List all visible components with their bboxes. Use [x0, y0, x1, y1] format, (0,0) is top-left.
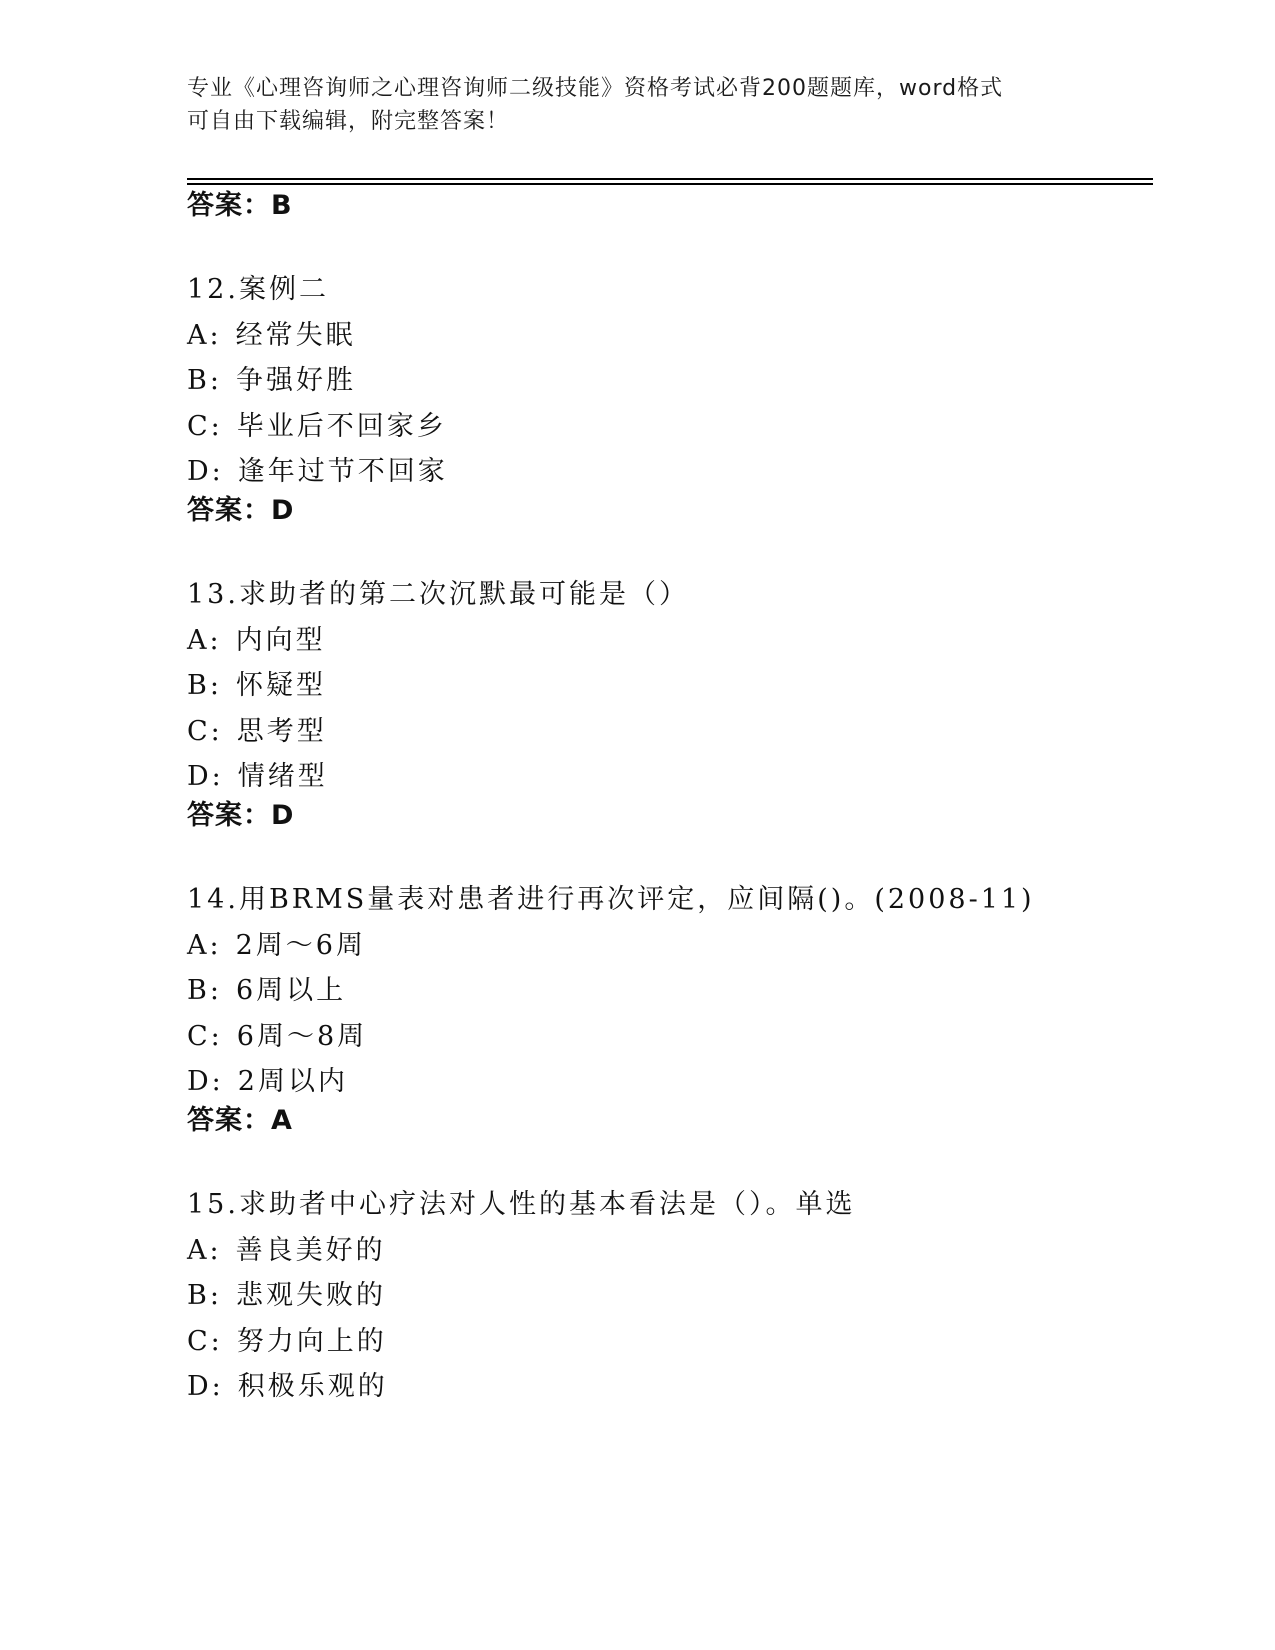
option-letter: B: [187, 975, 210, 1006]
option-letter: D: [187, 1371, 212, 1402]
question-item: [187, 1182, 1137, 1410]
option-c: [187, 709, 1137, 755]
answer-line: [187, 488, 294, 527]
option-text: 6周以上: [235, 975, 347, 1006]
option-letter: A: [187, 929, 210, 961]
option-text: 争强好胜: [235, 365, 356, 396]
option-text: 思考型: [236, 715, 327, 747]
option-d: [187, 1364, 1137, 1410]
option-text: 2周～6周: [235, 929, 366, 961]
option-separator: :: [210, 1325, 223, 1357]
option-letter: B: [187, 365, 210, 396]
option-letter: A: [187, 624, 210, 656]
header-line-2: 可自由下载编辑，附完整答案！: [187, 109, 510, 134]
option-d: [187, 754, 1137, 800]
option-separator: :: [209, 624, 222, 656]
option-separator: :: [211, 761, 224, 792]
option-a: [187, 1228, 1137, 1274]
question-number: 12.: [187, 274, 239, 305]
question-stem: [187, 572, 1137, 618]
option-c: [187, 1014, 1137, 1060]
question-item: [187, 572, 1137, 800]
answer-value: B: [271, 190, 293, 221]
header-divider-top: [187, 178, 1153, 180]
question-stem: [187, 267, 1137, 313]
document-header: [187, 72, 1087, 138]
option-d: [187, 449, 1137, 495]
answer-label: 答案：: [187, 495, 271, 526]
option-separator: :: [210, 410, 223, 442]
answer-line: [187, 183, 293, 222]
option-letter: C: [187, 715, 211, 747]
option-b: [187, 1273, 1137, 1319]
answer-value: D: [271, 495, 295, 526]
answer-value: D: [271, 800, 295, 831]
option-letter: D: [187, 761, 212, 792]
option-letter: B: [187, 1280, 210, 1311]
option-letter: A: [187, 1234, 210, 1266]
question-stem: [187, 877, 1137, 923]
option-letter: A: [187, 319, 210, 351]
header-line-1: 专业《心理咨询师之心理咨询师二级技能》资格考试必背200题题库，word格式: [187, 76, 1004, 101]
option-separator: :: [209, 670, 222, 701]
question-text: 用BRMS量表对患者进行再次评定，应间隔()。(2008-11): [238, 884, 1035, 915]
option-a: [187, 618, 1137, 664]
option-text: 毕业后不回家乡: [236, 410, 447, 442]
option-letter: D: [187, 1066, 212, 1097]
question-item: [187, 267, 1137, 495]
option-text: 逢年过节不回家: [237, 456, 448, 487]
option-text: 2周以内: [237, 1066, 348, 1097]
option-letter: D: [187, 456, 212, 487]
option-b: [187, 663, 1137, 709]
option-separator: :: [209, 365, 222, 396]
option-separator: :: [211, 1371, 224, 1402]
answer-line: [187, 793, 294, 832]
option-text: 怀疑型: [235, 670, 326, 701]
option-separator: :: [210, 715, 223, 747]
question-text: 求助者中心疗法对人性的基本看法是（）。单选: [238, 1189, 856, 1220]
option-text: 情绪型: [237, 761, 328, 792]
option-separator: :: [209, 929, 222, 961]
answer-line: [187, 1098, 293, 1137]
option-a: [187, 313, 1137, 359]
option-separator: :: [210, 1020, 223, 1052]
option-d: [187, 1059, 1137, 1105]
option-separator: :: [209, 975, 222, 1006]
option-letter: C: [187, 1325, 211, 1357]
question-number: 13.: [187, 579, 239, 610]
question-number: 14.: [187, 884, 239, 915]
question-number: 15.: [187, 1189, 239, 1220]
option-separator: :: [211, 1066, 224, 1097]
question-stem: [187, 1182, 1137, 1228]
question-item: [187, 877, 1137, 1105]
option-c: [187, 404, 1137, 450]
option-letter: C: [187, 1020, 211, 1052]
question-text: 案例二: [238, 274, 329, 305]
answer-label: 答案：: [187, 190, 271, 221]
option-separator: :: [209, 1280, 222, 1311]
answer-value: A: [271, 1105, 293, 1136]
header-divider-bottom: [187, 183, 1153, 185]
option-separator: :: [209, 319, 222, 351]
question-text: 求助者的第二次沉默最可能是（）: [238, 579, 689, 610]
option-text: 经常失眠: [235, 319, 356, 351]
option-a: [187, 923, 1137, 969]
answer-label: 答案：: [187, 1105, 271, 1136]
option-text: 内向型: [235, 624, 326, 656]
answer-label: 答案：: [187, 800, 271, 831]
option-text: 努力向上的: [236, 1325, 387, 1357]
option-separator: :: [209, 1234, 222, 1266]
option-text: 悲观失败的: [235, 1280, 386, 1311]
option-b: [187, 968, 1137, 1014]
option-text: 积极乐观的: [237, 1371, 388, 1402]
option-text: 善良美好的: [235, 1234, 386, 1266]
option-c: [187, 1319, 1137, 1365]
option-b: [187, 358, 1137, 404]
option-letter: C: [187, 410, 211, 442]
option-separator: :: [211, 456, 224, 487]
option-text: 6周～8周: [236, 1020, 368, 1052]
option-letter: B: [187, 670, 210, 701]
